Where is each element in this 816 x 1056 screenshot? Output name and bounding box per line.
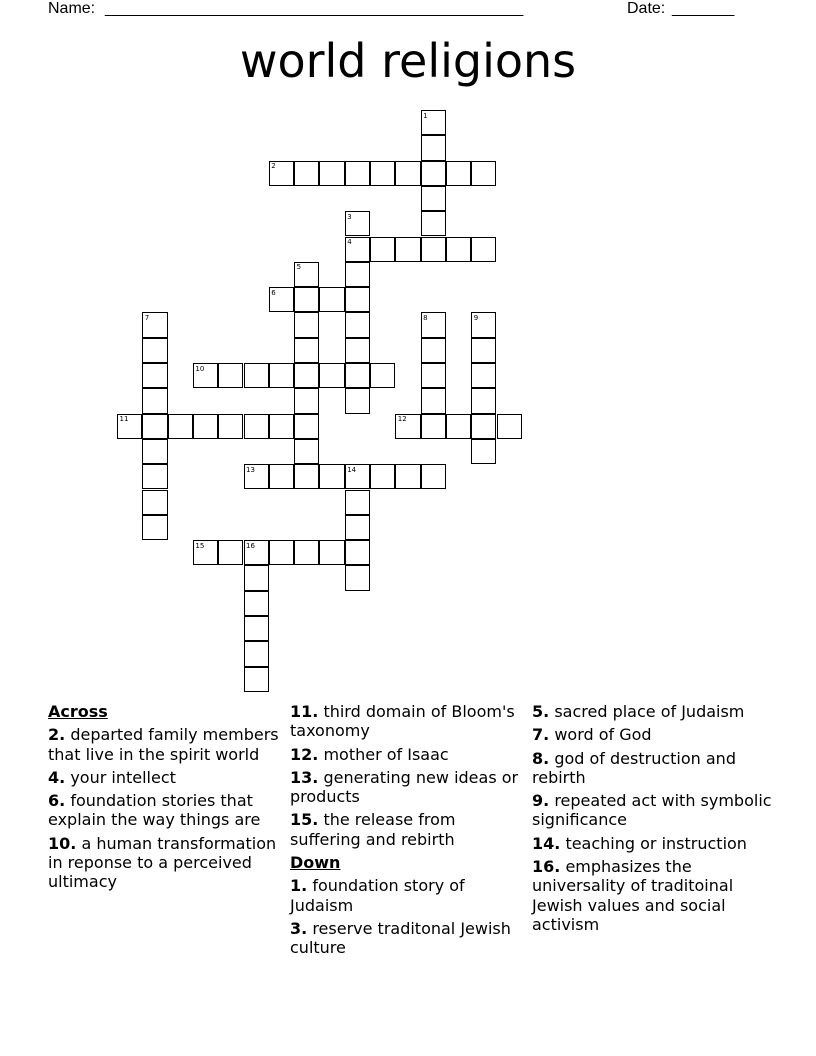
- grid-cell[interactable]: [168, 414, 193, 439]
- grid-cell[interactable]: [395, 464, 420, 489]
- grid-cell[interactable]: [244, 565, 269, 590]
- grid-cell[interactable]: [345, 490, 370, 515]
- clue-number: 13.: [290, 767, 319, 787]
- grid-cell[interactable]: [218, 363, 243, 388]
- name-line[interactable]: _______________________________________________: [105, 0, 524, 17]
- grid-cell[interactable]: [497, 414, 522, 439]
- clues-column-3: [532, 702, 772, 938]
- clue-item: [532, 857, 772, 934]
- clue-number-label: 7: [144, 313, 150, 322]
- clue-text: foundation stories that explain the way things are: [48, 791, 261, 830]
- clue-number: 14.: [532, 833, 561, 853]
- grid-cell[interactable]: [370, 363, 395, 388]
- grid-cell[interactable]: [421, 464, 446, 489]
- grid-cell[interactable]: [345, 262, 370, 287]
- clue-number: 2.: [48, 725, 66, 745]
- grid-cell[interactable]: [294, 161, 319, 186]
- grid-cell[interactable]: [142, 515, 167, 540]
- grid-cell[interactable]: [471, 414, 496, 439]
- clue-text: reserve traditonal Jewish culture: [290, 918, 511, 958]
- clue-text: your intellect: [70, 767, 176, 787]
- grid-cell[interactable]: [345, 388, 370, 413]
- clue-number: 5.: [532, 702, 550, 721]
- grid-cell[interactable]: [319, 161, 344, 186]
- clue-number: 16.: [532, 857, 561, 877]
- clue-number: 8.: [532, 748, 550, 768]
- name-label: Name:: [48, 0, 96, 17]
- grid-cell[interactable]: [421, 388, 446, 413]
- clue-item: [290, 745, 522, 764]
- grid-cell[interactable]: [117, 414, 142, 439]
- clue-number-label: 3: [347, 212, 352, 221]
- clue-item: [532, 834, 772, 853]
- grid-cell[interactable]: [269, 414, 294, 439]
- clue-number-label: 6: [271, 288, 276, 297]
- grid-cell[interactable]: [294, 388, 319, 413]
- clue-number: 7.: [532, 725, 550, 745]
- clue-text: teaching or instruction: [565, 833, 747, 853]
- clue-item: [532, 791, 772, 830]
- date-label: Date:: [627, 0, 666, 17]
- clues-column-2: [290, 702, 522, 962]
- clue-number-label: 4: [347, 238, 352, 246]
- clue-number: 9.: [532, 791, 550, 811]
- grid-cell[interactable]: [269, 287, 294, 312]
- grid-cell[interactable]: [345, 161, 370, 186]
- clue-number: 15.: [290, 810, 319, 830]
- grid-cell[interactable]: [244, 363, 269, 388]
- clue-item: [290, 919, 522, 958]
- grid-cell[interactable]: [421, 338, 446, 363]
- down-heading: Down: [290, 853, 341, 873]
- grid-cell[interactable]: [142, 490, 167, 515]
- clue-text: departed family members that live in the spirit world: [48, 725, 279, 764]
- clue-item: [48, 834, 280, 892]
- clue-number: 12.: [290, 744, 319, 764]
- grid-cell[interactable]: [244, 540, 269, 565]
- grid-cell[interactable]: [471, 312, 496, 337]
- grid-cell[interactable]: [421, 312, 446, 337]
- grid-cell[interactable]: [319, 464, 344, 489]
- grid-cell[interactable]: [370, 237, 395, 262]
- clue-text: word of God: [554, 725, 652, 745]
- clue-text: repeated act with symbolic significance: [532, 791, 772, 830]
- clue-text: foundation story of Judaism: [290, 876, 465, 915]
- grid-cell[interactable]: [345, 287, 370, 312]
- grid-cell[interactable]: [421, 110, 446, 135]
- clue-item: [290, 768, 522, 807]
- grid-cell[interactable]: [471, 439, 496, 464]
- clue-number-label: 5: [296, 263, 302, 272]
- grid-cell[interactable]: [193, 540, 218, 565]
- grid-cell[interactable]: [319, 287, 344, 312]
- grid-cell[interactable]: [345, 540, 370, 565]
- clue-item: [290, 702, 522, 741]
- across-heading: Across: [48, 702, 108, 721]
- clue-number-label: 1: [423, 111, 428, 120]
- grid-cell[interactable]: [294, 262, 319, 287]
- grid-cell[interactable]: [294, 540, 319, 565]
- grid-cell[interactable]: [142, 363, 167, 388]
- puzzle-title: world religions: [239, 34, 577, 88]
- grid-cell[interactable]: [193, 414, 218, 439]
- grid-cell[interactable]: [269, 464, 294, 489]
- grid-cell[interactable]: [471, 161, 496, 186]
- clue-item: [290, 810, 522, 849]
- grid-cell[interactable]: [244, 667, 269, 692]
- clue-item: [290, 876, 522, 915]
- grid-cell[interactable]: [421, 363, 446, 388]
- grid-cell[interactable]: [345, 211, 370, 236]
- grid-cell[interactable]: [269, 540, 294, 565]
- clue-item: [532, 749, 772, 788]
- clue-number-label: 14: [347, 465, 357, 474]
- grid-cell[interactable]: [421, 414, 446, 439]
- grid-cell[interactable]: [421, 161, 446, 186]
- clue-number-label: 15: [195, 541, 205, 550]
- grid-cell[interactable]: [345, 515, 370, 540]
- clue-number-label: 16: [246, 541, 255, 550]
- grid-cell[interactable]: [345, 237, 370, 262]
- grid-cell[interactable]: [395, 414, 420, 439]
- grid-cell[interactable]: [142, 439, 167, 464]
- grid-cell[interactable]: [142, 312, 167, 337]
- grid-cell[interactable]: [244, 641, 269, 666]
- grid-cell[interactable]: [244, 414, 269, 439]
- clue-number-label: 10: [195, 364, 205, 373]
- grid-cell[interactable]: [294, 439, 319, 464]
- clue-text: emphasizes the universality of traditoinal Jewish values and social activism: [532, 857, 734, 934]
- clue-number-label: 11: [119, 415, 129, 424]
- grid-cell[interactable]: [294, 363, 319, 388]
- clue-item: [532, 702, 772, 721]
- clues-column-1: [48, 702, 280, 896]
- grid-cell[interactable]: [471, 388, 496, 413]
- clue-number-label: 8: [423, 313, 428, 322]
- grid-cell[interactable]: [370, 464, 395, 489]
- grid-cell[interactable]: [294, 414, 319, 439]
- grid-cell[interactable]: [193, 363, 218, 388]
- grid-cell[interactable]: [395, 237, 420, 262]
- clue-text: the release from suffering and rebirth: [290, 810, 456, 849]
- grid-cell[interactable]: [142, 338, 167, 363]
- clue-item: [48, 791, 280, 830]
- clue-number-label: 12: [397, 415, 407, 424]
- grid-cell[interactable]: [142, 464, 167, 489]
- grid-cell[interactable]: [345, 464, 370, 489]
- clue-number-label: 2: [271, 162, 276, 171]
- grid-cell[interactable]: [345, 312, 370, 337]
- grid-cell[interactable]: [142, 414, 167, 439]
- grid-cell[interactable]: [421, 186, 446, 211]
- grid-cell[interactable]: [294, 287, 319, 312]
- grid-cell[interactable]: [218, 414, 243, 439]
- grid-cell[interactable]: [319, 540, 344, 565]
- grid-cell[interactable]: [244, 591, 269, 616]
- grid-cell[interactable]: [294, 464, 319, 489]
- grid-cell[interactable]: [244, 616, 269, 641]
- clue-text: mother of Isaac: [323, 744, 449, 764]
- grid-cell[interactable]: [421, 237, 446, 262]
- grid-cell[interactable]: [421, 211, 446, 236]
- clue-number-label: 9: [473, 313, 479, 322]
- clue-item: [48, 768, 280, 787]
- grid-cell[interactable]: [319, 363, 344, 388]
- clue-text: god of destruction and rebirth: [532, 748, 736, 787]
- grid-cell[interactable]: [446, 161, 471, 186]
- clue-text: generating new ideas or products: [290, 767, 519, 807]
- date-line[interactable]: _______: [672, 0, 735, 17]
- grid-cell[interactable]: [345, 363, 370, 388]
- grid-cell[interactable]: [244, 464, 269, 489]
- grid-cell[interactable]: [370, 161, 395, 186]
- clue-number: 10.: [48, 833, 77, 853]
- grid-cell[interactable]: [345, 565, 370, 590]
- grid-cell[interactable]: [218, 540, 243, 565]
- grid-cell[interactable]: [395, 161, 420, 186]
- grid-cell[interactable]: [269, 161, 294, 186]
- clue-text: a human transformation in reponse to a perceived ultimacy: [48, 833, 277, 892]
- grid-cell[interactable]: [446, 414, 471, 439]
- clue-number-label: 13: [246, 465, 255, 474]
- clue-text: sacred place of Judaism: [554, 702, 745, 721]
- grid-cell[interactable]: [269, 363, 294, 388]
- clue-number: 11.: [290, 702, 319, 721]
- grid-cell[interactable]: [294, 312, 319, 337]
- grid-cell[interactable]: [421, 135, 446, 160]
- grid-cell[interactable]: [345, 338, 370, 363]
- clue-number: 1.: [290, 876, 308, 896]
- grid-cell[interactable]: [471, 237, 496, 262]
- grid-cell[interactable]: [471, 338, 496, 363]
- grid-cell[interactable]: [294, 338, 319, 363]
- clue-number: 3.: [290, 918, 308, 938]
- grid-cell[interactable]: [471, 363, 496, 388]
- clue-item: [532, 725, 772, 744]
- grid-cell[interactable]: [142, 388, 167, 413]
- clue-item: [48, 725, 280, 764]
- clue-number: 4.: [48, 767, 66, 787]
- grid-cell[interactable]: [446, 237, 471, 262]
- clue-text: third domain of Bloom's taxonomy: [290, 702, 515, 741]
- clue-number: 6.: [48, 791, 66, 811]
